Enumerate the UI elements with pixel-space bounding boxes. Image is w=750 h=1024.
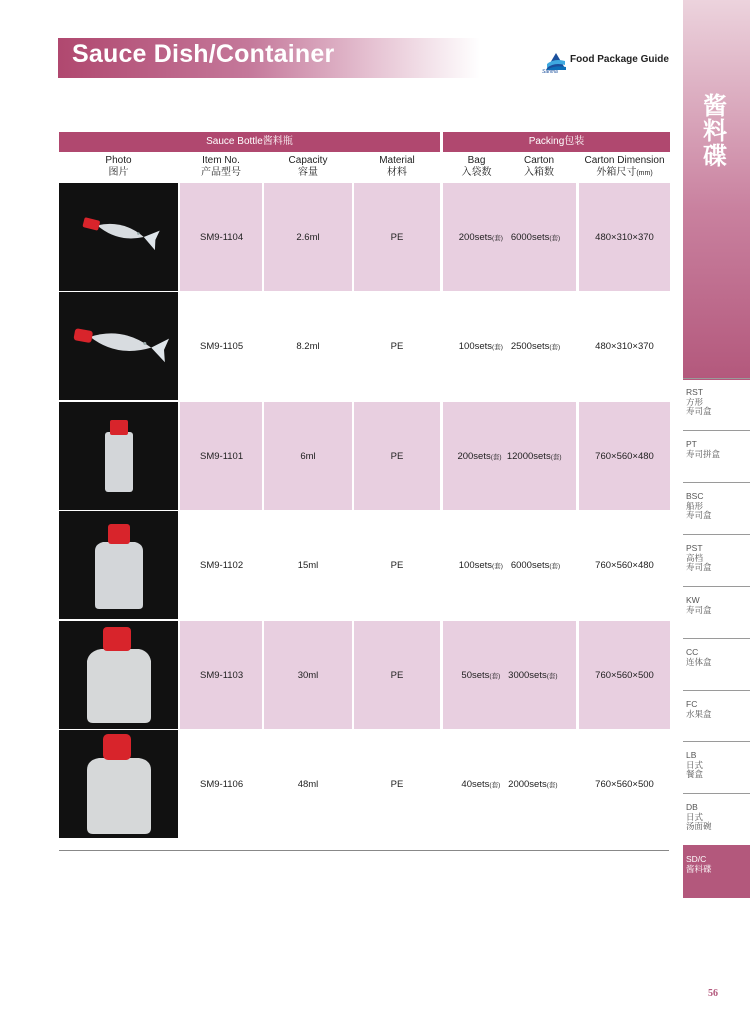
table-row-dimension: 760×560×480	[579, 402, 670, 510]
col-header-material	[354, 155, 440, 179]
set-unit: (套)	[492, 234, 503, 242]
product-photo	[59, 621, 178, 729]
table-row-item: SM9-1103	[180, 621, 262, 729]
side-tab-code: DB	[686, 802, 698, 812]
set-unit: (套)	[490, 453, 502, 461]
product-photo	[59, 183, 178, 291]
square-bottle-icon	[59, 621, 178, 729]
product-photo	[59, 402, 178, 510]
table-row-dimension: 760×560×500	[595, 778, 654, 790]
side-tab-name: 酱料碟	[686, 863, 712, 874]
col-header-dimension	[579, 155, 670, 180]
table-row-material: PE	[390, 559, 404, 571]
col-header-en: Capacity	[288, 155, 328, 166]
set-unit: (套)	[549, 343, 561, 351]
col-header-en: Bag	[467, 155, 486, 166]
col-header-en: Carton	[523, 155, 554, 166]
side-tab-strip	[683, 0, 750, 380]
col-header-photo	[59, 155, 178, 179]
col-header-zh: 容量	[298, 167, 318, 178]
table-row-capacity: 8.2ml	[296, 340, 320, 352]
side-tab-rst[interactable]	[683, 378, 750, 431]
side-tab-fc[interactable]	[683, 690, 750, 743]
bag-count: 40sets	[461, 778, 490, 790]
brand-logo-text: Sanma	[542, 69, 558, 75]
col-header-capacity	[264, 155, 352, 179]
col-header-en: Material	[379, 155, 415, 166]
side-tab-lb[interactable]	[683, 741, 750, 794]
table-row-packing	[443, 511, 576, 619]
table-row-capacity: 15ml	[297, 559, 319, 571]
table-row-dimension: 760×560×480	[595, 559, 654, 571]
table-row-dimension: 480×310×370	[579, 183, 670, 291]
set-unit: (套)	[549, 562, 561, 570]
table-row-packing	[443, 292, 576, 400]
table-row-capacity: 30ml	[264, 621, 352, 729]
square-bottle-icon	[59, 511, 178, 619]
table-row-item: SM9-1102	[200, 559, 244, 571]
square-bottle-icon	[59, 730, 178, 838]
col-header-unit: (mm)	[636, 170, 653, 177]
product-photo	[59, 511, 178, 619]
table-row-capacity: 2.6ml	[264, 183, 352, 291]
set-unit: (套)	[549, 234, 561, 242]
square-bottle-icon	[59, 402, 178, 510]
set-unit: (套)	[492, 343, 503, 351]
side-tab-code: RST	[686, 387, 703, 397]
set-unit: (套)	[492, 562, 503, 570]
side-tab-code: SD/C	[686, 854, 707, 864]
table-row-material: PE	[390, 778, 404, 790]
side-tab-cc[interactable]	[683, 638, 750, 691]
table-row-capacity: 6ml	[264, 402, 352, 510]
set-unit: (套)	[550, 453, 562, 461]
side-tab-name: 高档 寿司盒	[686, 552, 712, 572]
table-row-dimension: 760×560×500	[579, 621, 670, 729]
bag-count: 200sets	[457, 450, 491, 462]
table-row-material: PE	[390, 340, 404, 352]
fish-bottle-icon	[59, 292, 178, 400]
table-row-item: SM9-1101	[180, 402, 262, 510]
side-tab-kw[interactable]	[683, 586, 750, 639]
table-row-material: PE	[354, 402, 440, 510]
col-header-en: Carton Dimension	[584, 155, 665, 166]
product-photo	[59, 730, 178, 838]
col-header-zh: 入箱数	[524, 167, 554, 178]
carton-count: 12000sets	[506, 450, 551, 462]
table-row-dimension: 480×310×370	[595, 340, 654, 352]
side-tab-name: 寿司盒	[686, 604, 712, 615]
col-header-zh: 外箱尺寸	[596, 167, 637, 178]
table-row-packing	[443, 730, 576, 838]
carton-count: 6000sets	[510, 559, 550, 571]
side-tab-pst[interactable]	[683, 534, 750, 587]
table-row-item: SM9-1106	[200, 778, 244, 790]
table-row-packing	[443, 183, 576, 291]
col-header-zh: 材料	[387, 167, 407, 178]
guide-label: Food Package Guide	[570, 54, 669, 65]
col-header-bag	[443, 155, 510, 179]
col-header-item	[180, 155, 262, 179]
carton-count: 3000sets	[508, 669, 547, 681]
side-tab-code: CC	[686, 647, 699, 657]
side-tab-name: 连体盒	[686, 656, 712, 667]
side-section-title: 酱料碟	[703, 93, 727, 170]
side-tab-code: BSC	[686, 491, 704, 501]
set-unit: (套)	[489, 781, 501, 789]
side-tab-code: LB	[686, 750, 697, 760]
col-header-zh: 入袋数	[461, 167, 492, 178]
side-tab-code: KW	[686, 595, 700, 605]
side-tab-pt[interactable]	[683, 430, 750, 483]
group-header-packing: Packing包装	[443, 132, 670, 152]
side-tab-name: 水果盒	[686, 708, 712, 719]
side-tab-code: FC	[686, 699, 698, 709]
side-tab-code: PT	[686, 439, 697, 449]
side-tab-name: 方形 寿司盒	[686, 396, 712, 416]
carton-count: 2000sets	[508, 778, 547, 790]
side-tab-name: 日式 餐盒	[686, 759, 704, 779]
table-row-capacity: 48ml	[297, 778, 319, 790]
carton-count: 6000sets	[510, 231, 550, 243]
table-row-packing	[443, 621, 576, 729]
set-unit: (套)	[546, 672, 558, 680]
bag-count: 100sets	[458, 559, 493, 571]
carton-count: 2500sets	[510, 340, 550, 352]
fish-bottle-icon	[59, 183, 178, 291]
bag-count: 100sets	[458, 340, 493, 352]
col-header-zh: 图片	[108, 167, 129, 178]
col-header-en: Photo	[105, 155, 132, 166]
table-row-packing	[443, 402, 576, 510]
set-unit: (套)	[489, 672, 501, 680]
table-row-item: SM9-1105	[200, 340, 244, 352]
side-tab-bsc[interactable]	[683, 482, 750, 535]
col-header-zh: 产品型号	[201, 167, 241, 178]
bag-count: 50sets	[461, 669, 490, 681]
product-photo	[59, 292, 178, 400]
set-unit: (套)	[546, 781, 558, 789]
side-tab-name: 船形 寿司盒	[686, 500, 712, 520]
side-tab-name: 日式 汤面碗	[686, 811, 712, 831]
side-tab-sdc[interactable]	[683, 845, 750, 898]
side-tab-db[interactable]	[683, 793, 750, 846]
side-tab-code: PST	[686, 543, 703, 553]
table-row-material: PE	[354, 621, 440, 729]
side-tab-name: 寿司拼盒	[686, 448, 721, 459]
page-number: 56	[708, 988, 718, 999]
col-header-en: Item No.	[202, 155, 240, 166]
group-header-sauce-bottle: Sauce Bottle酱料瓶	[59, 132, 440, 152]
table-bottom-rule	[59, 850, 669, 851]
page-title: Sauce Dish/Container	[72, 40, 335, 68]
bag-count: 200sets	[458, 231, 493, 243]
table-row-item: SM9-1104	[180, 183, 262, 291]
table-row-material: PE	[354, 183, 440, 291]
col-header-carton	[507, 155, 571, 179]
